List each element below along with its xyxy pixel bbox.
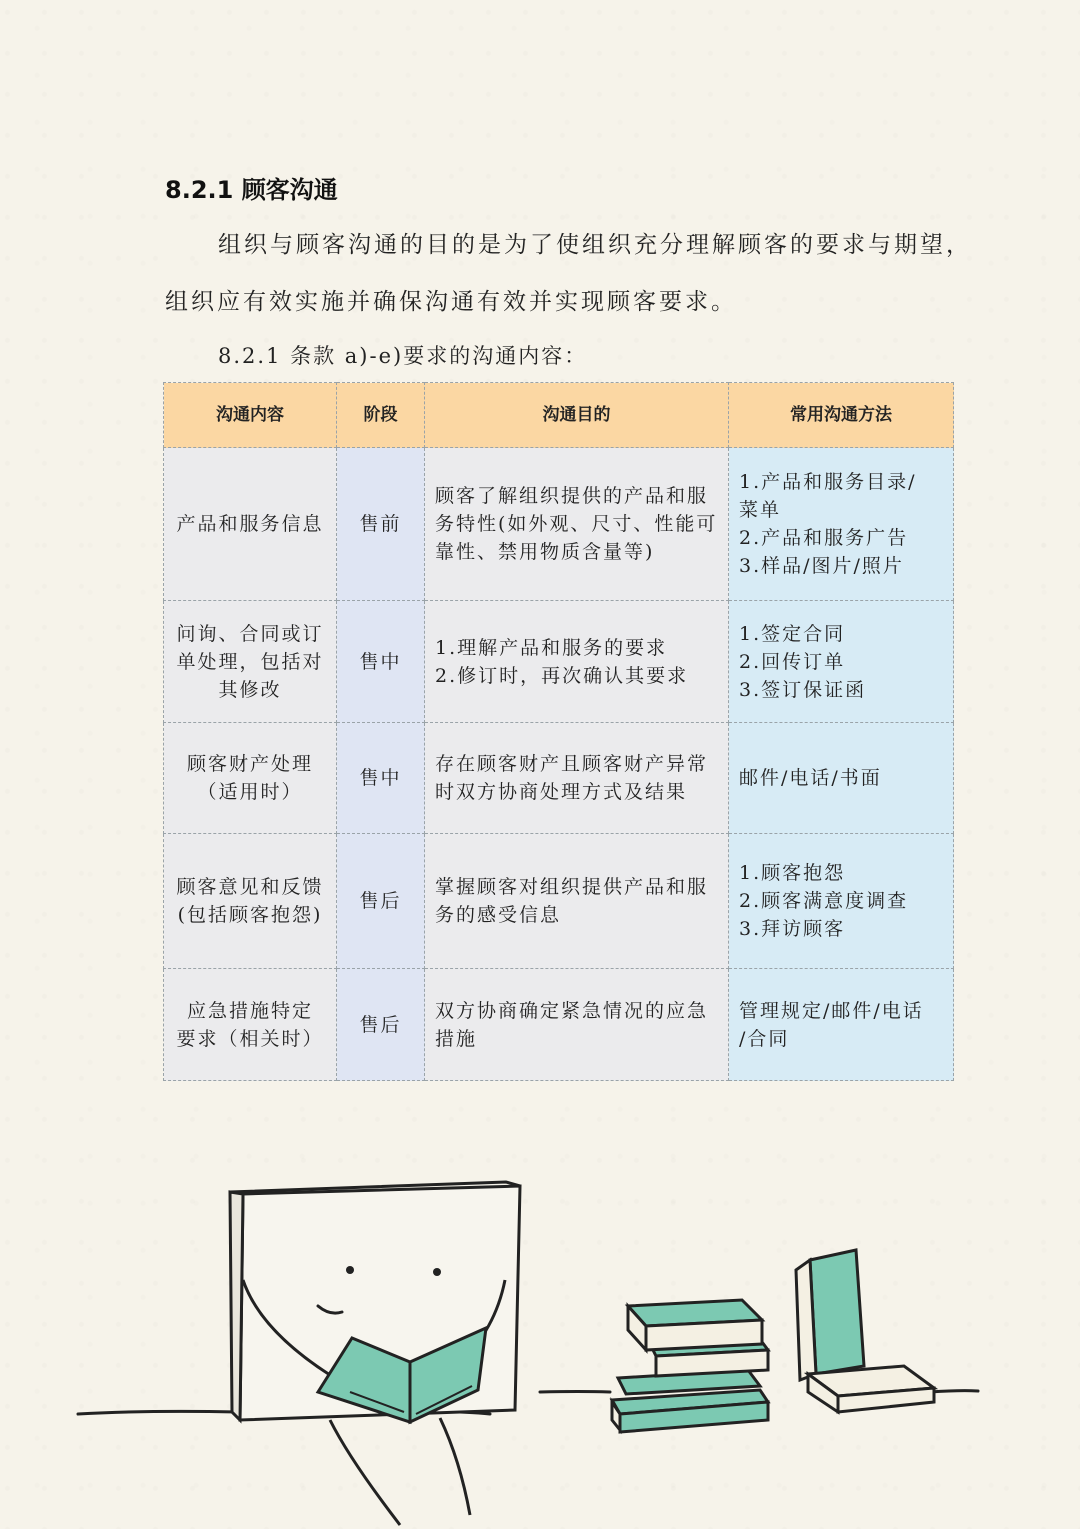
header-purpose: 沟通目的 — [425, 383, 729, 448]
cell-methods: 管理规定/邮件/电话 /合同 — [729, 969, 954, 1081]
table-row — [164, 448, 954, 601]
cell-purpose: 存在顾客财产且顾客财产异常 时双方协商处理方式及结果 — [425, 723, 729, 834]
cell-methods: 1.顾客抱怨 2.顾客满意度调查 3.拜访顾客 — [729, 834, 954, 969]
intro-paragraph-line-1: 组织与顾客沟通的目的是为了使组织充分理解顾客的要求与期望， — [218, 232, 972, 258]
cell-stage: 售前 — [337, 448, 425, 601]
cell-content: 问询、合同或订 单处理，包括对 其修改 — [164, 601, 337, 723]
section-heading: 8.2.1 顾客沟通 — [165, 176, 338, 204]
cell-stage: 售后 — [337, 834, 425, 969]
cell-purpose: 顾客了解组织提供的产品和服 务特性(如外观、尺寸、性能可 靠性、禁用物质含量等) — [425, 448, 729, 601]
cell-stage: 售中 — [337, 601, 425, 723]
cell-content: 产品和服务信息 — [164, 448, 337, 601]
table-intro: 8.2.1 条款 a)-e)要求的沟通内容： — [218, 344, 588, 368]
cell-stage: 售中 — [337, 723, 425, 834]
cell-content: 顾客财产处理 （适用时） — [164, 723, 337, 834]
header-stage: 阶段 — [337, 383, 425, 448]
intro-paragraph-line-2: 组织应有效实施并确保沟通有效并实现顾客要求。 — [165, 289, 737, 315]
communication-table — [163, 382, 954, 1081]
cell-purpose: 1.理解产品和服务的要求 2.修订时，再次确认其要求 — [425, 601, 729, 723]
cell-methods: 1.签定合同 2.回传订单 3.签订保证函 — [729, 601, 954, 723]
header-content: 沟通内容 — [164, 383, 337, 448]
right-books — [790, 1250, 934, 1412]
cell-stage: 售后 — [337, 969, 425, 1081]
cell-methods: 1.产品和服务目录/ 菜单 2.产品和服务广告 3.样品/图片/照片 — [729, 448, 954, 601]
header-methods: 常用沟通方法 — [729, 383, 954, 448]
cell-purpose: 双方协商确定紧急情况的应急 措施 — [425, 969, 729, 1081]
book-character — [230, 1182, 520, 1525]
table-row — [164, 723, 954, 834]
table-row — [164, 969, 954, 1081]
cell-content: 顾客意见和反馈 (包括顾客抱怨) — [164, 834, 337, 969]
book-stack — [612, 1300, 768, 1432]
reading-book-illustration — [0, 1130, 1080, 1529]
table-row — [164, 601, 954, 723]
table-row — [164, 834, 954, 969]
cell-purpose: 掌握顾客对组织提供产品和服 务的感受信息 — [425, 834, 729, 969]
cell-content: 应急措施特定 要求（相关时） — [164, 969, 337, 1081]
table-header-row — [164, 383, 954, 448]
cell-methods: 邮件/电话/书面 — [729, 723, 954, 834]
